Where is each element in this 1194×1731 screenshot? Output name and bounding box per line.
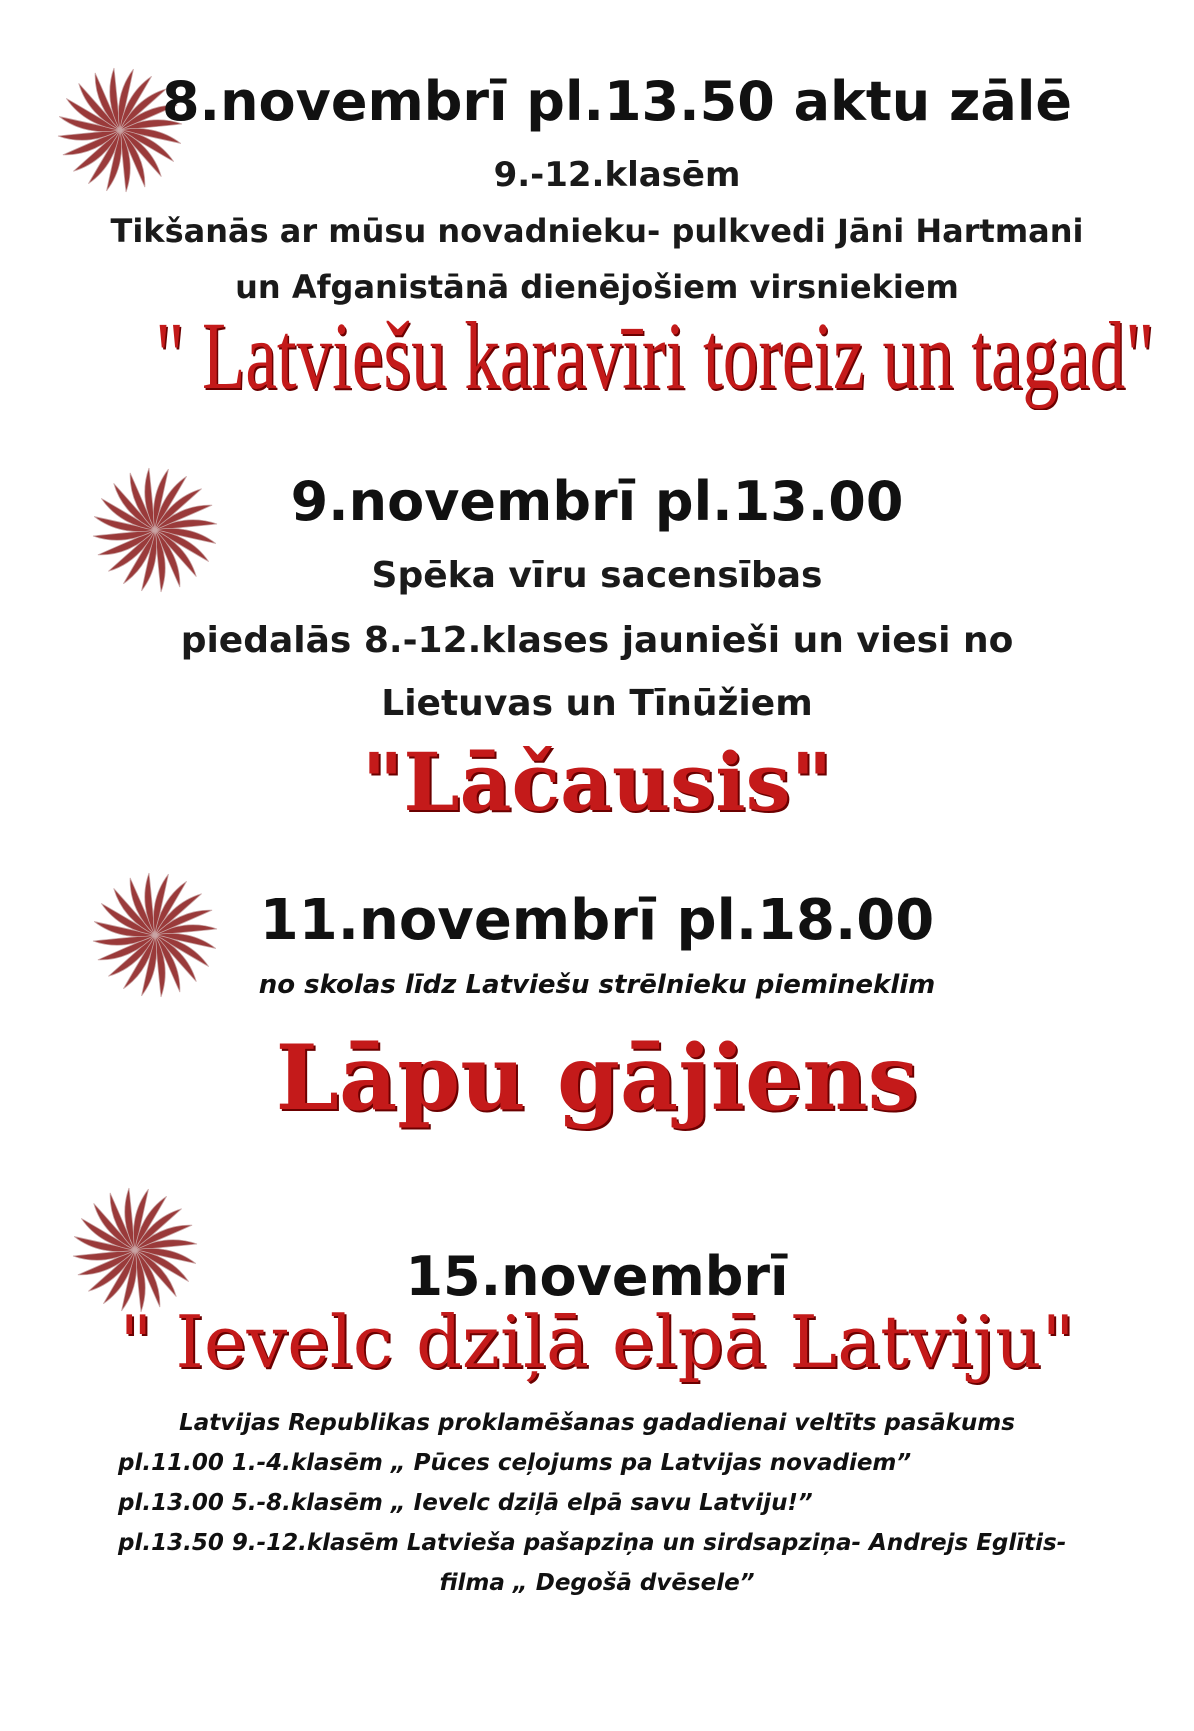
event4-date: 15.novembrī <box>405 1245 789 1308</box>
event1-description-line1: Tikšanās ar mūsu novadnieku- pulkvedi Jāni Hartmani <box>110 212 1084 250</box>
event4-program-line1: pl.11.00 1.-4.klasēm „ Pūces ceļojums pa Latvijas novadiem” <box>118 1450 912 1476</box>
event4-title: " Ievelc dziļā elpā Latviju" <box>119 1300 1075 1384</box>
event4-program-line2: pl.13.00 5.-8.klasēm „ Ievelc dziļā elpā savu Latviju!” <box>118 1490 813 1516</box>
event1-description-line2: un Afganistānā dienējošiem virsniekiem <box>235 268 959 306</box>
event1-title: " Latviešu karavīri toreiz un tagad" <box>155 302 1155 409</box>
event2-date-time: 9.novembrī pl.13.00 <box>290 470 904 533</box>
event4-program-line4: filma „ Degošā dvēsele” <box>439 1570 755 1596</box>
event4-program-line3: pl.13.50 9.-12.klasēm Latvieša pašapziņa un sirdsapziņa- Andrejs Eglītis- <box>118 1530 1067 1556</box>
event1-date-time: 8.novembrī pl.13.50 aktu zālē <box>161 70 1072 133</box>
event2-description-line2: piedalās 8.-12.klases jaunieši un viesi no <box>180 620 1014 661</box>
event2-description-line3: Lietuvas un Tīnūžiem <box>381 683 813 724</box>
event3-title: Lāpu gājiens <box>275 1025 919 1131</box>
event4-intro: Latvijas Republikas proklamēšanas gadadienai veltīts pasākums <box>179 1410 1015 1436</box>
event1-audience: 9.-12.klasēm <box>493 155 741 195</box>
event2-description-line1: Spēka vīru sacensības <box>371 555 823 596</box>
event3-route: no skolas līdz Latviešu strēlnieku piemineklim <box>258 970 936 1000</box>
event3-date-time: 11.novembrī pl.18.00 <box>259 888 935 953</box>
event2-title: "Lāčausis" <box>361 735 833 829</box>
